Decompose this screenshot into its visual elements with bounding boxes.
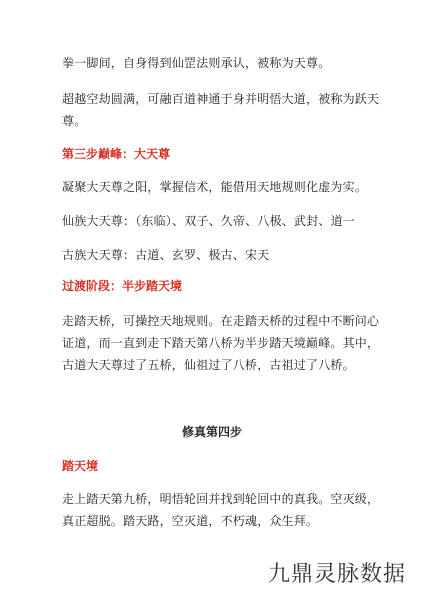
paragraph-jiuqiao-line2: 真正超脱。踏天路，空灭道，不朽魂，众生拜。 (62, 514, 319, 528)
paragraph-tatianqiao-line1: 走踏天桥，可操控天地规则。在走踏天桥的过程中不断问心 (62, 314, 380, 328)
heading-tatianjing: 踏天境 (62, 459, 99, 473)
paragraph-tianzun: 拳一脚间，自身得到仙罡法则承认，被称为天尊。 (62, 56, 331, 70)
paragraph-jiuqiao-line1: 走上踏天第九桥，明悟轮回并找到轮回中的真我。空灭级， (62, 492, 380, 506)
paragraph-yuetianzun-line1: 超越空劫圆满，可融百道神通于身并明悟大道，被称为跃天 (62, 92, 380, 106)
heading-step4: 修真第四步 (181, 425, 242, 439)
watermark-text: 九鼎灵脉数据 (267, 562, 406, 587)
paragraph-yuetianzun-line2: 尊。 (62, 114, 87, 128)
heading-step3: 第三步巅峰：大天尊 (62, 147, 171, 161)
heading-transition: 过渡阶段：半步踏天境 (62, 279, 183, 293)
paragraph-tatianqiao-line3: 古道大天尊过了五桥，仙祖过了八桥，古祖过了八桥。 (62, 358, 355, 372)
paragraph-xianzu-list: 仙族大天尊：（东临）、双子、久帝、八极、武封、道一 (62, 214, 356, 228)
paragraph-datianzun: 凝聚大天尊之阳，掌握信术，能借用天地规则化虚为实。 (62, 180, 368, 194)
paragraph-tatianqiao-line2: 证道，而一直到走下踏天第八桥为半步踏天境巅峰。其中， (62, 336, 380, 350)
paragraph-guzu-list: 古族大天尊：古道、玄罗、极古、宋天 (62, 248, 270, 262)
